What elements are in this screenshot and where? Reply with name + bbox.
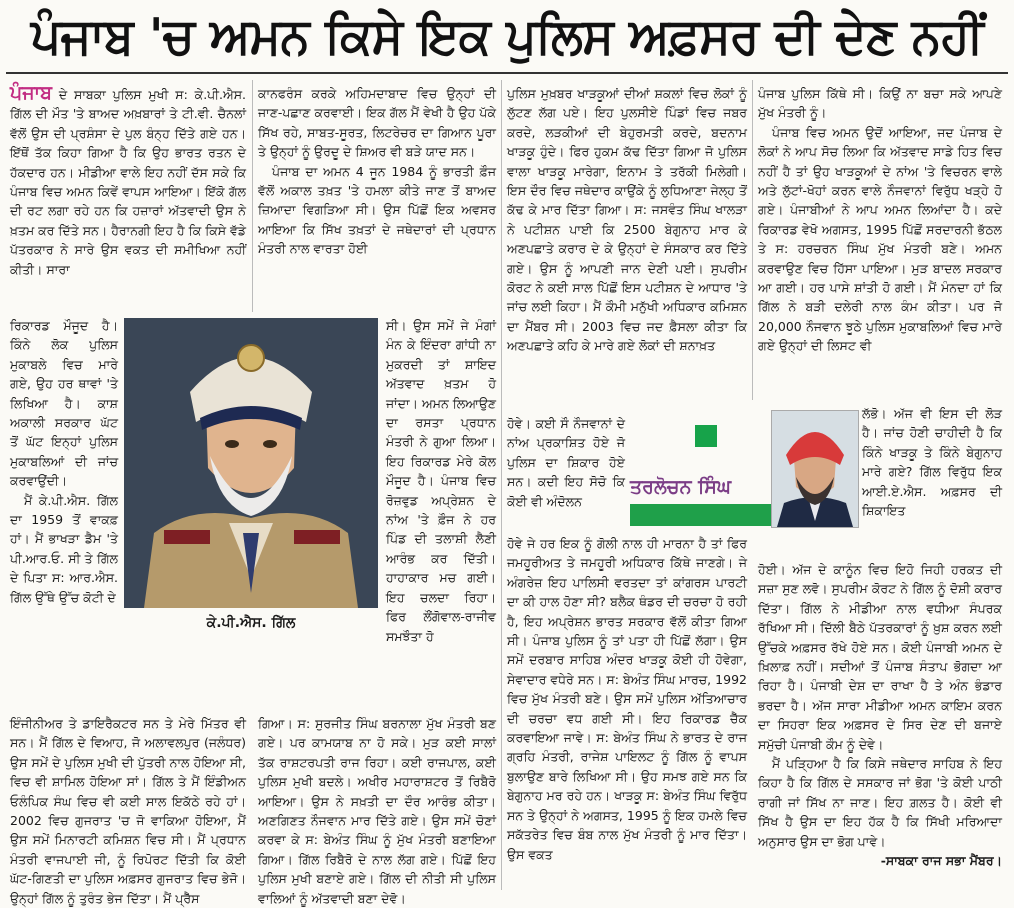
- author-signoff: -ਸਾਬਕਾ ਰਾਜ ਸਭਾ ਮੈਂਬਰ।: [880, 853, 1002, 869]
- article-column-3-bottom: [507, 534, 747, 894]
- article-column-2-top: [258, 84, 496, 316]
- article-column-4-bottom: [758, 560, 1002, 894]
- article-paragraph: ਗਿਆ। ਸ: ਸੁਰਜੀਤ ਸਿੰਘ ਬਰਨਾਲਾ ਮੁੱਖ ਮੰਤਰੀ ਬਣ ਗਏ। ਪਰ ਕਾਮਯਾਬ ਨਾ ਹੋ ਸਕੇ। ਮੁੜ ਕਈ ਸਾਲਾਂ ਤੱਕ ਰਾਸ਼ਟਰਪਤੀ ਰਾਜ ਰਿਹਾ। ਕਈ ਰਾਜਪਾਲ, ਕਈ ਪੁਲਿਸ ਮੁਖੀ ਬਦਲੇ। ਅਖੀਰ ਮਹਾਰਾਸ਼ਟਰ ਤੋਂ ਰਿਬੈਰੋ ਆਇਆ। ਉਸ ਨੇ ਸਖ਼ਤੀ ਦਾ ਦੌਰ ਆਰੰਭ ਕੀਤਾ। ਅਣਗਿਣਤ ਨੌਜਵਾਨ ਮਾਰ ਦਿੱਤੇ ਗਏ। ਉਸ ਸਮੇਂ ਚੋਣਾਂ ਕਰਵਾ ਕੇ ਸ: ਬੇਅੰਤ ਸਿੰਘ ਨੂੰ ਮੁੱਖ ਮੰਤਰੀ ਬਣਾਇਆ ਗਿਆ। ਗਿੱਲ ਰਿਬੈਰੋ ਦੇ ਨਾਲ ਲੱਗ ਗਏ। ਪਿੱਛੋਂ ਇਹ ਪੁਲਿਸ ਮੁਖੀ ਬਣਾਏ ਗਏ। ਗਿੱਲ ਦੀ ਨੀਤੀ ਸੀ ਪੁਲਿਸ ਵਾਲਿਆਂ ਨੂੰ ਅੱਤਵਾਦੀ ਬਣਾ ਦੇਵੋ।: [258, 716, 496, 906]
- author-accent-square: [695, 425, 717, 447]
- article-paragraph: ਰਿਕਾਰਡ ਮੌਜੂਦ ਹੈ। ਕਿੰਨੇ ਲੋਕ ਪੁਲਿਸ ਮੁਕਾਬਲੇ ਵਿਚ ਮਾਰੇ ਗਏ, ਉਹ ਹਰ ਥਾਵਾਂ 'ਤੇ ਲਿਖਿਆ ਹੈ। ਕਾਸ਼ ਅਕਾਲੀ ਸਰਕਾਰ ਘੱਟ ਤੋਂ ਘੱਟ ਇਨ੍ਹਾਂ ਪੁਲਿਸ ਮੁਕਾਬਲਿਆਂ ਦੀ ਜਾਂਚ ਕਰਵਾਉਂਦੀ।: [10, 318, 118, 489]
- article-paragraph: ਮੈਂ ਪੜ੍ਹਿਆ ਹੈ ਕਿ ਕਿਸੇ ਜਥੇਦਾਰ ਸਾਹਿਬ ਨੇ ਇਹ ਕਿਹਾ ਹੈ ਕਿ ਗਿੱਲ ਦੇ ਸਸਕਾਰ ਜਾਂ ਭੋਗ 'ਤੇ ਕੋਈ ਪਾਠੀ ਰਾਗੀ ਜਾਂ ਸਿੱਖ ਨਾ ਜਾਣ। ਇਹ ਗ਼ਲਤ ਹੈ। ਕੋਈ ਵੀ ਸਿੱਖ ਹੈ ਉਸ ਦਾ ਇਹ ਹੱਕ ਹੈ ਕਿ ਸਿੱਖੀ ਮਰਿਆਦਾ ਅਨੁਸਾਰ ਉਸ ਦਾ ਭੋਗ ਪਾਵੇ।: [758, 756, 1002, 849]
- article-paragraph: ਪੁਲਿਸ ਮੁਖ਼ਬਰ ਖਾੜਕੂਆਂ ਦੀਆਂ ਸ਼ਕਲਾਂ ਵਿਚ ਲੋਕਾਂ ਨੂੰ ਲੁੱਟਣ ਲੱਗ ਪਏ। ਇਹ ਪੁਲਸੀਏ ਪਿੰਡਾਂ ਵਿਚ ਜਬਰ ਕਰਦੇ, ਲੜਕੀਆਂ ਦੀ ਬੇਹੁਰਮਤੀ ਕਰਦੇ, ਬਦਨਾਮ ਖਾੜਕੂ ਹੁੰਦੇ। ਫਿਰ ਹੁਕਮ ਕੱਢ ਦਿੱਤਾ ਗਿਆ ਜੋ ਪੁਲਿਸ ਵਾਲਾ ਖਾੜਕੂ ਮਾਰੇਗਾ, ਇਨਾਮ ਤੇ ਤਰੱਕੀ ਮਿਲੇਗੀ। ਇਸ ਦੌਰ ਵਿਚ ਜਥੇਦਾਰ ਕਾਉਂਕੇ ਨੂੰ ਲੁਧਿਆਣਾ ਜੇਲ੍ਹ ਤੋਂ ਕੱਢ ਕੇ ਮਾਰ ਦਿੱਤਾ ਗਿਆ। ਸ: ਜਸਵੰਤ ਸਿੰਘ ਖਾਲੜਾ ਨੇ ਪਟੀਸ਼ਨ ਪਾਈ ਕਿ 2500 ਬੇਗੁਨਾਹ ਮਾਰ ਕੇ ਅਣਪਛਾਤੇ ਕਰਾਰ ਦੇ ਕੇ ਉਨ੍ਹਾਂ ਦੇ ਸੰਸਕਾਰ ਕਰ ਦਿੱਤੇ ਗਏ। ਉਸ ਨੂੰ ਆਪਣੀ ਜਾਨ ਦੇਣੀ ਪਈ। ਸੁਪਰੀਮ ਕੋਰਟ ਨੇ ਕਈ ਸਾਲ ਪਿੱਛੋਂ ਇਸ ਪਟੀਸ਼ਨ ਦੇ ਆਧਾਰ 'ਤੇ ਜਾਂਚ ਲਈ ਕਿਹਾ। ਮੈਂ ਕੌਮੀ ਮਨੁੱਖੀ ਅਧਿਕਾਰ ਕਮਿਸ਼ਨ ਦਾ ਮੈਂਬਰ ਸੀ। 2003 ਵਿਚ ਜਦ ਫ਼ੈਸਲਾ ਕੀਤਾ ਕਿ ਅਣਪਛਾਤੇ ਕਹਿ ਕੇ ਮਾਰੇ ਗਏ ਲੋਕਾਂ ਦੀ ਸ਼ਨਾਖ਼ਤ: [507, 86, 747, 354]
- column-divider: [252, 80, 253, 312]
- article-column-3-narrow: [507, 414, 625, 534]
- column-divider: [752, 80, 753, 400]
- article-column-1-narrow: [10, 316, 118, 710]
- article-column-1-bottom: [10, 714, 246, 906]
- article-paragraph: ਹੋਵੇ ਜੇ ਹਰ ਇਕ ਨੂੰ ਗੋਲੀ ਨਾਲ ਹੀ ਮਾਰਨਾ ਹੈ ਤਾਂ ਫਿਰ ਜਮਹੂਰੀਅਤ ਤੇ ਜਮਹੂਰੀ ਅਧਿਕਾਰ ਕਿੱਥੇ ਜਾਣਗੇ। ਜੇ ਅੰਗਰੇਜ਼ ਇਹ ਪਾਲਿਸੀ ਵਰਤਦਾ ਤਾਂ ਕਾਂਗਰਸ ਪਾਰਟੀ ਦਾ ਕੀ ਹਾਲ ਹੋਣਾ ਸੀ? ਬਲੈਕ ਥੰਡਰ ਦੀ ਚਰਚਾ ਹੋ ਰਹੀ ਹੈ, ਇਹ ਅਪ੍ਰੇਸ਼ਨ ਭਾਰਤ ਸਰਕਾਰ ਵੱਲੋਂ ਕੀਤਾ ਗਿਆ ਸੀ। ਪੰਜਾਬ ਪੁਲਿਸ ਨੂੰ ਤਾਂ ਪਤਾ ਹੀ ਪਿੱਛੋਂ ਲੱਗਾ। ਉਸ ਸਮੇਂ ਦਰਬਾਰ ਸਾਹਿਬ ਅੰਦਰ ਖਾੜਕੂ ਕੋਈ ਹੀ ਹੋਵੇਗਾ, ਸੇਵਾਦਾਰ ਵਧੇਰੇ ਸਨ। ਸ: ਬੇਅੰਤ ਸਿੰਘ ਮਾਰਚ, 1992 ਵਿਚ ਮੁੱਖ ਮੰਤਰੀ ਬਣੇ। ਉਸ ਸਮੇਂ ਪੁਲਿਸ ਅੱਤਿਆਚਾਰ ਦੀ ਚਰਚਾ ਵਧ ਗਈ ਸੀ। ਇਹ ਰਿਕਾਰਡ ਚੈੱਕ ਕਰਵਾਇਆ ਜਾਵੇ। ਸ: ਬੇਅੰਤ ਸਿੰਘ ਨੇ ਭਾਰਤ ਦੇ ਰਾਜ ਗ੍ਰਹਿ ਮੰਤਰੀ, ਰਾਜੇਸ਼ ਪਾਇਲਟ ਨੂੰ ਗਿੱਲ ਨੂੰ ਵਾਪਸ ਬੁਲਾਉਣ ਬਾਰੇ ਲਿਖਿਆ ਸੀ। ਉਹ ਸਮਝ ਗਏ ਸਨ ਕਿ ਬੇਗੁਨਾਹ ਮਰ ਰਹੇ ਹਨ। ਖਾੜਕੂ ਸ: ਬੇਅੰਤ ਸਿੰਘ ਵਿਰੁੱਧ ਸਨ ਤੇ ਉਨ੍ਹਾਂ ਨੇ ਅਗਸਤ, 1995 ਨੂੰ ਇਕ ਹਮਲੇ ਵਿਚ ਸਕੱਤਰੇਤ ਵਿਚ ਬੰਬ ਨਾਲ ਮੁੱਖ ਮੰਤਰੀ ਨੂੰ ਮਾਰ ਦਿੱਤਾ। ਉਸ ਵਕਤ: [507, 536, 747, 862]
- article-paragraph: ਪੰਜਾਬ ਦਾ ਅਮਨ 4 ਜੂਨ 1984 ਨੂੰ ਭਾਰਤੀ ਫ਼ੌਜ ਵੱਲੋਂ ਅਕਾਲ ਤਖ਼ਤ 'ਤੇ ਹਮਲਾ ਕੀਤੇ ਜਾਣ ਤੋਂ ਬਾਅਦ ਜ਼ਿਆਦਾ ਵਿਗੜਿਆ ਸੀ। ਉਸ ਪਿੱਛੋਂ ਇਕ ਅਵਸਰ ਆਇਆ ਕਿ ਸਿੱਖ ਤਖ਼ਤਾਂ ਦੇ ਜਥੇਦਾਰਾਂ ਦੀ ਪ੍ਰਧਾਨ ਮੰਤਰੀ ਨਾਲ ਵਾਰਤਾ ਹੋਈ: [258, 163, 496, 257]
- article-column-2-narrow: [386, 316, 496, 710]
- article-paragraph: ਲੱਭੋ। ਅੱਜ ਵੀ ਇਸ ਦੀ ਲੋੜ ਹੈ। ਜਾਂਚ ਹੋਣੀ ਚਾਹੀਦੀ ਹੈ ਕਿ ਕਿੰਨੇ ਖਾੜਕੂ ਤੇ ਕਿੰਨੇ ਬੇਗੁਨਾਹ ਮਾਰੇ ਗਏ? ਗਿੱਲ ਵਿਰੁੱਧ ਇਕ ਆਈ.ਏ.ਐਸ. ਅਫ਼ਸਰ ਦੀ ਸ਼ਿਕਾਇਤ: [862, 406, 1002, 519]
- article-paragraph: ਕਾਨਫਰੰਸ ਕਰਕੇ ਅਹਿਮਦਾਬਾਦ ਵਿਚ ਉਨ੍ਹਾਂ ਦੀ ਜਾਣ-ਪਛਾਣ ਕਰਵਾਈ। ਇਕ ਗੱਲ ਮੈਂ ਵੇਖੀ ਹੈ ਉਹ ਪੱਕੇ ਸਿੱਖ ਰਹੇ, ਸਾਬਤ-ਸੂਰਤ, ਲਿਟਰੇਚਰ ਦਾ ਗਿਆਨ ਪੂਰਾ ਤੇ ਉਨ੍ਹਾਂ ਨੂੰ ਉਰਦੂ ਦੇ ਸ਼ਿਅਰ ਵੀ ਬੜੇ ਯਾਦ ਸਨ।: [258, 86, 496, 160]
- article-text: ਦੇ ਸਾਬਕਾ ਪੁਲਿਸ ਮੁਖੀ ਸ: ਕੇ.ਪੀ.ਐਸ. ਗਿੱਲ ਦੀ ਮੌਤ 'ਤੇ ਬਾਅਦ ਅਖ਼ਬਾਰਾਂ ਤੇ ਟੀ.ਵੀ. ਚੈਨਲਾਂ ਵੱਲੋਂ ਉਸ ਦੀ ਪ੍ਰਸ਼ੰਸਾ ਦੇ ਪੁਲ ਬੰਨ੍ਹ ਦਿੱਤੇ ਗਏ ਹਨ। ਇੱਥੋਂ ਤੱਕ ਕਿਹਾ ਗਿਆ ਹੈ ਕਿ ਉਹ ਭਾਰਤ ਰਤਨ ਦੇ ਹੱਕਦਾਰ ਹਨ। ਮੀਡੀਆ ਵਾਲੇ ਇਹ ਨਹੀਂ ਦੱਸ ਸਕੇ ਕਿ ਪੰਜਾਬ ਵਿਚ ਅਮਨ ਕਿਵੇਂ ਵਾਪਸ ਆਇਆ। ਇੱਕੋ ਗੱਲ ਦੀ ਰਟ ਲਗਾ ਰਹੇ ਹਨ ਕਿ ਹਜ਼ਾਰਾਂ ਅੱਤਵਾਦੀ ਉਸ ਨੇ ਖ਼ਤਮ ਕਰ ਦਿੱਤੇ ਸਨ। ਹੈਰਾਨਗੀ ਇਹ ਹੈ ਕਿ ਕਿਸੇ ਵੱਡੇ ਪੱਤਰਕਾਰ ਨੇ ਸਾਰੇ ਉਸ ਵਕਤ ਦੀ ਸਮੀਖਿਆ ਨਹੀਂ ਕੀਤੀ। ਸਾਰਾ: [10, 87, 246, 277]
- author-portrait-illustration: [772, 411, 858, 527]
- article-paragraph: ਹੋਈ। ਅੱਜ ਦੇ ਕਾਨੂੰਨ ਵਿਚ ਇਹੋ ਜਿਹੀ ਹਰਕਤ ਦੀ ਸਜ਼ਾ ਸੁਣ ਲਵੋ। ਸੁਪਰੀਮ ਕੋਰਟ ਨੇ ਗਿੱਲ ਨੂੰ ਦੋਸ਼ੀ ਕਰਾਰ ਦਿੱਤਾ। ਗਿੱਲ ਨੇ ਮੀਡੀਆ ਨਾਲ ਵਧੀਆ ਸੰਪਰਕ ਰੱਖਿਆ ਸੀ। ਦਿੱਲੀ ਬੈਠੇ ਪੱਤਰਕਾਰਾਂ ਨੂੰ ਖ਼ੁਸ਼ ਕਰਨ ਲਈ ਉੱਚਕੇ ਅਫ਼ਸਰ ਰੱਖੇ ਹੋਏ ਸਨ। ਕੋਈ ਪੰਜਾਬੀ ਅਮਨ ਦੇ ਖ਼ਿਲਾਫ਼ ਨਹੀਂ। ਸਦੀਆਂ ਤੋਂ ਪੰਜਾਬ ਸੰਤਾਪ ਭੋਗਦਾ ਆ ਰਿਹਾ ਹੈ। ਪੰਜਾਬੀ ਦੇਸ਼ ਦਾ ਰਾਖਾ ਹੈ ਤੇ ਅੰਨ ਭੰਡਾਰ ਭਰਦਾ ਹੈ। ਅੱਜ ਸਾਰਾ ਮੀਡੀਆ ਅਮਨ ਕਾਇਮ ਕਰਨ ਦਾ ਸਿਹਰਾ ਇਕ ਅਫ਼ਸਰ ਦੇ ਸਿਰ ਦੇਣ ਦੀ ਬਜਾਏ ਸਮੁੱਚੀ ਪੰਜਾਬੀ ਕੌਮ ਨੂੰ ਦੇਵੇ।: [758, 562, 1002, 752]
- portrait-illustration: [124, 318, 378, 608]
- article-paragraph: ਪੰਜਾਬ ਵਿਚ ਅਮਨ ਉਦੋਂ ਆਇਆ, ਜਦ ਪੰਜਾਬ ਦੇ ਲੋਕਾਂ ਨੇ ਆਪ ਸੋਚ ਲਿਆ ਕਿ ਅੱਤਵਾਦ ਸਾਡੇ ਹਿਤ ਵਿਚ ਨਹੀਂ ਹੈ ਤਾਂ ਉਹ ਖਾੜਕੂਆਂ ਦੇ ਨਾਂਅ 'ਤੇ ਵਿਚਰਨ ਵਾਲੇ ਅਤੇ ਲੁੱਟਾਂ-ਖੋਹਾਂ ਕਰਨ ਵਾਲੇ ਨੌਜਵਾਨਾਂ ਵਿਰੁੱਧ ਖੜ੍ਹੇ ਹੋ ਗਏ। ਪੰਜਾਬੀਆਂ ਨੇ ਆਪ ਅਮਨ ਲਿਆਂਦਾ ਹੈ। ਕਦੇ ਰਿਕਾਰਡ ਵੇਖੋ ਅਗਸਤ, 1995 ਪਿੱਛੋਂ ਸਰਦਾਰਨੀ ਭੱਠਲ ਤੇ ਸ: ਹਰਚਰਨ ਸਿੰਘ ਮੁੱਖ ਮੰਤਰੀ ਬਣੇ। ਅਮਨ ਕਰਵਾਉਣ ਵਿਚ ਹਿੱਸਾ ਪਾਇਆ। ਮੁੜ ਬਾਦਲ ਸਰਕਾਰ ਆ ਗਈ। ਹਰ ਪਾਸੇ ਸ਼ਾਂਤੀ ਹੋ ਗਈ। ਮੈਂ ਮੰਨਦਾ ਹਾਂ ਕਿ ਗਿੱਲ ਨੇ ਬੜੀ ਦਲੇਰੀ ਨਾਲ ਕੰਮ ਕੀਤਾ। ਪਰ ਜੋ 20,000 ਨੌਜਵਾਨ ਝੂਠੇ ਪੁਲਿਸ ਮੁਕਾਬਲਿਆਂ ਵਿਚ ਮਾਰੇ ਗਏ ਉਨ੍ਹਾਂ ਦੀ ਲਿਸਟ ਵੀ: [758, 124, 1002, 354]
- headline: ਪੰਜਾਬ 'ਚ ਅਮਨ ਕਿਸੇ ਇਕ ਪੁਲਿਸ ਅਫ਼ਸਰ ਦੀ ਦੇਣ ਨਹੀਂ: [30, 7, 984, 66]
- article-column-3-top: [507, 84, 747, 414]
- article-column-1-top: [10, 84, 246, 316]
- photo-caption: ਕੇ.ਪੀ.ਐਸ. ਗਿੱਲ: [206, 615, 296, 631]
- headline-rule: [6, 72, 1008, 74]
- article-column-4-top: [758, 84, 1002, 404]
- article-paragraph: ਇੰਜੀਨੀਅਰ ਤੇ ਡਾਇਰੈਕਟਰ ਸਨ ਤੇ ਮੇਰੇ ਮਿੱਤਰ ਵੀ ਸਨ। ਮੈਂ ਗਿੱਲ ਦੇ ਵਿਆਹ, ਜੋ ਅਲਾਵਲਪੁਰ (ਜਲੰਧਰ) ਉਸ ਸਮੇਂ ਦੇ ਪੁਲਿਸ ਮੁਖੀ ਦੀ ਪੁੱਤਰੀ ਨਾਲ ਹੋਇਆ ਸੀ, ਵਿਚ ਵੀ ਸ਼ਾਮਿਲ ਹੋਇਆ ਸਾਂ। ਗਿੱਲ ਤੇ ਮੈਂ ਇੰਡੀਅਨ ਓਲੰਪਿਕ ਸੰਘ ਵਿਚ ਵੀ ਕਈ ਸਾਲ ਇਕੱਠੇ ਰਹੇ ਹਾਂ। 2002 ਵਿਚ ਗੁਜਰਾਤ 'ਚ ਜੋ ਵਾਕਿਆ ਹੋਇਆ, ਮੈਂ ਉਸ ਸਮੇਂ ਮਿਨਾਰਟੀ ਕਮਿਸ਼ਨ ਵਿਚ ਸੀ। ਮੈਂ ਪ੍ਰਧਾਨ ਮੰਤਰੀ ਵਾਜਪਾਈ ਜੀ, ਨੂੰ ਰਿਪੋਰਟ ਦਿੱਤੀ ਕਿ ਕੋਈ ਘੱਟ-ਗਿਣਤੀ ਦਾ ਪੁਲਿਸ ਅਫ਼ਸਰ ਗੁਜਰਾਤ ਵਿਚ ਭੇਜੋ। ਉਨ੍ਹਾਂ ਗਿੱਲ ਨੂੰ ਤੁਰੰਤ ਭੇਜ ਦਿੱਤਾ। ਮੈਂ ਪ੍ਰੈੱਸ: [10, 716, 246, 906]
- article-paragraph: ਹੋਵੇ। ਕਈ ਸੌ ਨੌਜਵਾਨਾਂ ਦੇ ਨਾਂਅ ਪ੍ਰਕਾਸ਼ਿਤ ਹੋਏ ਜੋ ਪੁਲਿਸ ਦਾ ਸ਼ਿਕਾਰ ਹੋਏ ਸਨ। ਕਦੀ ਇਹ ਸੋਚੋ ਕਿ ਕੋਈ ਵੀ ਅੰਦੋਲਨ: [507, 416, 625, 509]
- author-photo: [771, 410, 859, 528]
- lead-word: ਪੰਜਾਬ: [10, 82, 52, 104]
- article-paragraph: ਪੰਜਾਬ ਪੁਲਿਸ ਕਿੱਥੇ ਸੀ। ਕਿਉਂ ਨਾ ਬਚਾ ਸਕੇ ਆਪਣੇ ਮੁੱਖ ਮੰਤਰੀ ਨੂੰ।: [758, 86, 1002, 121]
- article-paragraph: ਮੈਂ ਕੇ.ਪੀ.ਐਸ. ਗਿੱਲ ਦਾ 1959 ਤੋਂ ਵਾਕਫ਼ ਹਾਂ। ਮੈਂ ਭਾਖੜਾ ਡੈਮ 'ਤੇ ਪੀ.ਆਰ.ਓ. ਸੀ ਤੇ ਗਿੱਲ ਦੇ ਪਿਤਾ ਸ: ਆਰ.ਐਸ. ਗਿੱਲ ਉੱਥੇ ਉੱਚ ਕੋਟੀ ਦੇ: [10, 492, 118, 605]
- article-column-2-bottom: [258, 714, 496, 906]
- kps-gill-photo: [124, 318, 378, 608]
- author-name: ਤਰਲੋਚਨ ਸਿੰਘ: [630, 476, 731, 498]
- article-column-4-narrow: [862, 404, 1002, 560]
- article-paragraph: ਸੀ। ਉਸ ਸਮੇਂ ਜੇ ਮੰਗਾਂ ਮੰਨ ਕੇ ਇੰਦਰਾ ਗਾਂਧੀ ਨਾ ਮੁਕਰਦੀ ਤਾਂ ਸ਼ਾਇਦ ਅੱਤਵਾਦ ਖ਼ਤਮ ਹੋ ਜਾਂਦਾ। ਅਮਨ ਲਿਆਉਣ ਦਾ ਰਸਤਾ ਪ੍ਰਧਾਨ ਮੰਤਰੀ ਨੇ ਗੁਆ ਲਿਆ। ਇਹ ਰਿਕਾਰਡ ਮੇਰੇ ਕੋਲ ਮੌਜੂਦ ਹੈ। ਪੰਜਾਬ ਵਿਚ ਰੋਜ਼ਵੁਡ ਅਪ੍ਰੇਸ਼ਨ ਦੇ ਨਾਂਅ 'ਤੇ ਫ਼ੌਜ ਨੇ ਹਰ ਪਿੰਡ ਦੀ ਤਲਾਸ਼ੀ ਲੈਣੀ ਆਰੰਭ ਕਰ ਦਿੱਤੀ। ਹਾਹਾਕਾਰ ਮਚ ਗਈ। ਇਹ ਚਲਦਾ ਰਿਹਾ। ਫਿਰ ਲੌਂਗੋਵਾਲ-ਰਾਜੀਵ ਸਮਝੌਤਾ ਹੋ: [386, 318, 496, 644]
- column-divider: [501, 80, 502, 890]
